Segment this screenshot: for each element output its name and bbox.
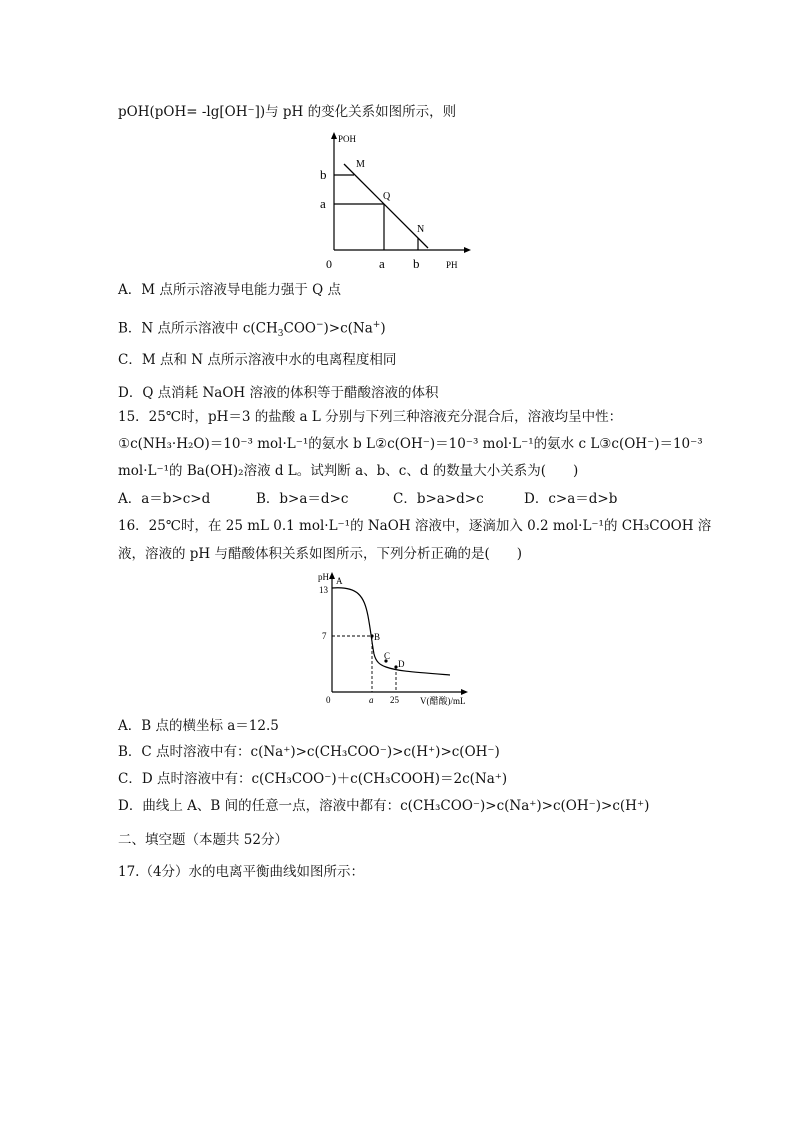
q15-stem-line1: 15．25℃时，pH＝3 的盐酸 a L 分别与下列三种溶液充分混合后，溶液均呈中性： xyxy=(118,409,623,425)
q14-option-b: B．N 点所示溶液中 $c(CH_3COO^-)>c(Na^+)$ xyxy=(118,320,386,340)
question-intro: pOH(pOH= -lg[OH⁻])与 pH 的变化关系如图所示，则 xyxy=(118,104,457,120)
section-2-heading: 二、填空题（本题共 52分） xyxy=(118,832,288,848)
q15-option-b: B．b>a＝d>c xyxy=(256,491,349,507)
x-tick-a: a xyxy=(369,695,374,705)
q14-option-a: A．M 点所示溶液导电能力强于 Q 点 xyxy=(118,282,342,298)
q15-stem-line3: mol·L⁻¹的 Ba(OH)₂溶液 d L。试判断 a、b、c、d 的数量大小关系为( ) xyxy=(118,463,579,479)
q14-option-d: D．Q 点消耗 NaOH 溶液的体积等于醋酸溶液的体积 xyxy=(118,385,439,401)
q15-option-c: C．b>a>d>c xyxy=(393,491,484,507)
point-a-label: A xyxy=(336,576,343,586)
x-tick-a: a xyxy=(379,256,385,271)
q14-option-c: C．M 点和 N 点所示溶液中水的电离程度相同 xyxy=(118,352,397,368)
q16-option-b: B．C 点时溶液中有：c(Na⁺)>c(CH₃COO⁻)>c(H⁺)>c(OH⁻) xyxy=(118,744,500,760)
x-tick-b: b xyxy=(413,256,420,271)
q15-option-a: A．a＝b>c>d xyxy=(118,491,211,507)
x-axis-label: V(醋酸)/mL xyxy=(420,696,466,706)
point-c-label: C xyxy=(384,651,391,661)
origin-label: 0 xyxy=(326,257,332,271)
poh-ph-figure xyxy=(316,128,480,274)
q16-option-c: C．D 点时溶液中有：c(CH₃COO⁻)＋c(CH₃COOH)＝2c(Na⁺) xyxy=(118,771,508,787)
q16-stem-line2: 液，溶液的 pH 与醋酸体积关系如图所示，下列分析正确的是( ) xyxy=(118,546,523,562)
x-tick-25: 25 xyxy=(390,695,399,705)
point-d-label: D xyxy=(398,659,405,669)
q16-option-d: D．曲线上 A、B 间的任意一点，溶液中都有：c(CH₃COO⁻)>c(Na⁺)>c(OH⁻)>c(H⁺) xyxy=(118,798,650,814)
q16-stem-line1: 16．25℃时，在 25 mL 0.1 mol·L⁻¹的 NaOH 溶液中，逐滴加入 0.2 mol·L⁻¹的 CH₃COOH 溶 xyxy=(118,518,712,534)
point-q-label: Q xyxy=(383,191,391,202)
y-tick-a: a xyxy=(320,196,326,211)
y-axis-label: POH xyxy=(338,134,357,144)
x-axis-label: PH xyxy=(446,260,458,270)
point-m-label: M xyxy=(356,159,365,170)
q15-option-d: D．c>a＝d>b xyxy=(524,491,618,507)
x-axis-arrow xyxy=(464,247,471,253)
y-axis-arrow xyxy=(329,572,335,579)
q16-option-a: A．B 点的横坐标 a＝12.5 xyxy=(118,718,279,734)
point-n-label: N xyxy=(417,224,425,235)
y-tick-b: b xyxy=(320,167,327,182)
y-axis-arrow xyxy=(331,132,337,139)
titration-curve xyxy=(332,588,450,675)
ph-titration-figure xyxy=(312,570,480,710)
q17-stem: 17.（4分）水的电离平衡曲线如图所示： xyxy=(118,864,365,880)
line-mn xyxy=(344,164,428,248)
origin-label: 0 xyxy=(326,695,331,705)
y-axis-label: pH xyxy=(318,572,329,582)
y-tick-13: 13 xyxy=(319,585,328,595)
point-b-label: B xyxy=(374,632,381,642)
q15-stem-line2: ①c(NH₃·H₂O)＝10⁻³ mol·L⁻¹的氨水 b L②c(OH⁻)＝10⁻³ mol·L⁻¹的氨水 c L③c(OH⁻)＝10⁻³ xyxy=(118,436,703,452)
x-axis-arrow xyxy=(461,689,468,695)
y-tick-7: 7 xyxy=(322,631,327,641)
